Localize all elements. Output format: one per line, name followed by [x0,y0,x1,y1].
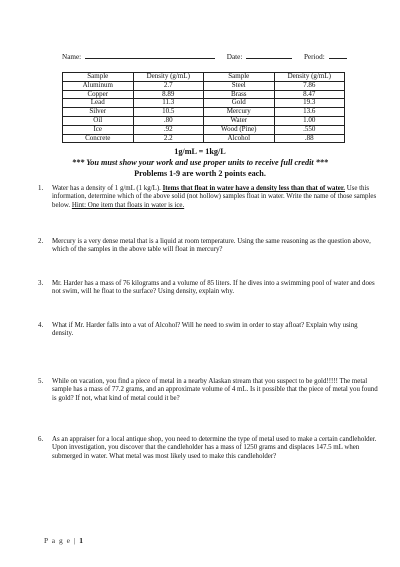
student-info-line [62,52,370,61]
question-text-segment: Mr. Harder has a mass of 76 kilograms and a volume of 85 liters. If he dives into a swimming pool of water and does not swim, will he float to the surface? Using density, explain why. [52,280,375,296]
question-4 [38,322,378,339]
page-label: P a g e | [44,536,77,545]
table-cell: Silver [63,108,134,117]
table-cell: Ice [63,125,134,134]
question-number: 3. [38,280,44,287]
question-number: 5. [38,378,44,385]
column-header: Density (g/mL) [274,73,345,82]
table-cell: 8.47 [274,90,345,99]
page-number: 1 [79,536,84,545]
question-number: 2. [38,238,44,245]
table-cell: 8.89 [133,90,204,99]
question-text-segment: Mercury is a very dense metal that is a liquid at room temperature. Using the same reasoning as the question above, which of the samples in the above table will float in mercury? [52,238,371,254]
column-header: Sample [63,73,134,82]
density-table [62,72,345,143]
question-text-segment: Use this information, determine which of the above solid (not hollow) samples float in water. Write the name of those samples below. [52,185,377,209]
table-cell: .550 [274,125,345,134]
date-blank [246,52,292,59]
column-header: Density (g/mL) [133,73,204,82]
table-cell: 11.3 [133,99,204,108]
conversion-rule: 1g/mL = 1kg/L [174,147,226,156]
name-blank [85,52,215,59]
question-text-segment: As an appraiser for a local antique shop, you need to determine the type of metal used to make a certain candleholder. Upon investigation, you discover that the candleholder has a mass of 1250 grams and displaces 147.5 mL when submerged in water. What metal was most likely used to make this candleholder? [52,436,377,460]
question-1 [38,185,378,210]
table-cell: Steel [204,81,275,90]
table-row [63,125,345,134]
table-cell: Water [204,116,275,125]
table-cell: Brass [204,90,275,99]
column-header: Sample [204,73,275,82]
table-cell: 13.6 [274,108,345,117]
question-text [52,238,378,255]
question-6 [38,436,378,461]
question-number: 6. [38,436,44,443]
name-label: Name: [62,53,82,61]
question-text [52,436,378,461]
table-cell: Aluminum [63,81,134,90]
table-cell: Concrete [63,134,134,143]
question-3 [38,280,378,297]
table-cell: .92 [133,125,204,134]
table-cell: 2.7 [133,81,204,90]
table-row [63,134,345,143]
question-text [52,322,378,339]
date-label: Date: [226,53,243,61]
table-cell: Copper [63,90,134,99]
points-notice: Problems 1-9 are worth 2 points each. [134,169,266,178]
table-cell: Lead [63,99,134,108]
table-cell: 2.2 [133,134,204,143]
table-cell: Alcohol [204,134,275,143]
question-text-segment: What if Mr. Harder falls into a vat of Alcohol? Will he need to swim in order to stay afloat? Explain why using density. [52,322,358,338]
work-notice: *** You must show your work and use proper units to receive full credit *** [72,158,328,167]
question-number: 4. [38,322,44,329]
table-header-row [63,73,345,82]
question-text-segment: Water has a density of 1 g/mL (1 kg/L). [52,185,163,192]
table-row [63,81,345,90]
question-number: 1. [38,185,44,192]
question-text-segment: Hint: One item that floats in water is ice. [71,201,185,209]
table-cell: 7.86 [274,81,345,90]
table-cell: 19.3 [274,99,345,108]
period-label: Period: [303,53,325,61]
table-cell: 1.00 [274,116,345,125]
question-text [52,280,378,297]
table-cell: Gold [204,99,275,108]
question-text [52,185,378,210]
table-row [63,116,345,125]
table-cell: .80 [133,116,204,125]
question-text [52,378,378,403]
question-5 [38,378,378,403]
table-cell: Oil [63,116,134,125]
period-blank [329,52,347,59]
table-cell: .88 [274,134,345,143]
table-cell: Wood (Pine) [204,125,275,134]
table-cell: Mercury [204,108,275,117]
page-footer [44,536,84,545]
question-text-segment: Items that float in water have a density less than that of water. [162,185,345,192]
question-2 [38,238,378,255]
question-text-segment: While on vacation, you find a piece of metal in a nearby Alaskan stream that you suspect to be gold!!!!! The metal sample has a mass of 77.2 grams, and an approximate volume of 4 mL. Is it possible that the piece of metal you found is gold? If not, what kind of metal could it be? [52,378,378,402]
table-cell: 10.5 [133,108,204,117]
